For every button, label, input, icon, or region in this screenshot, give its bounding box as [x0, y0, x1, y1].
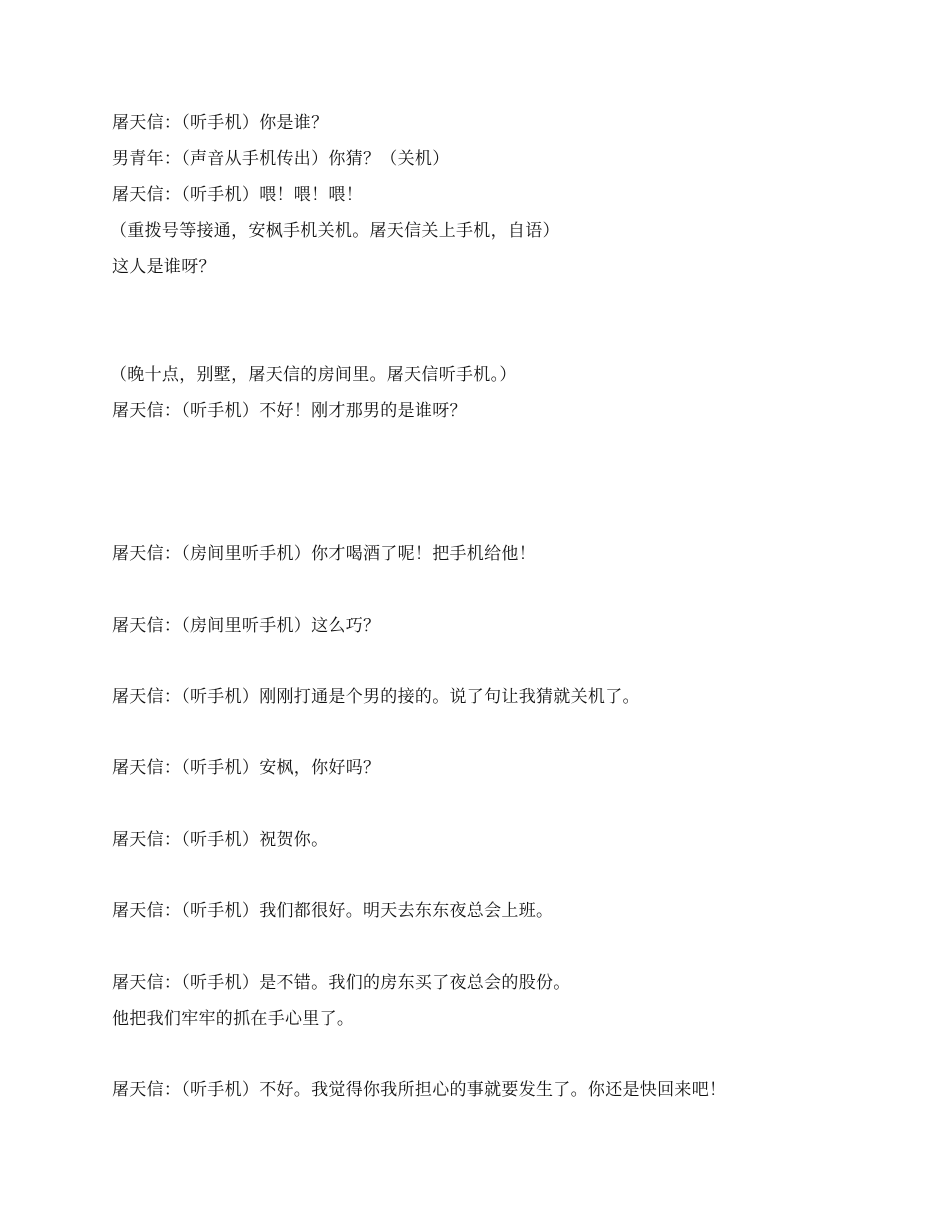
- dialogue-line: 屠天信：（听手机）喂！喂！喂！: [112, 185, 363, 205]
- dialogue-line: 屠天信：（听手机）我们都很好。明天去东东夜总会上班。: [112, 901, 554, 921]
- dialogue-line: 屠天信：（房间里听手机）这么巧？: [112, 616, 381, 636]
- dialogue-line: 屠天信：（听手机）刚刚打通是个男的接的。说了句让我猜就关机了。: [112, 687, 640, 707]
- dialogue-line: 屠天信：（听手机）不好！刚才那男的是谁呀？: [112, 401, 467, 421]
- dialogue-line: 屠天信：（听手机）不好。我觉得你我所担心的事就要发生了。你还是快回来吧！: [112, 1080, 727, 1100]
- dialogue-line: 屠天信：（听手机）是不错。我们的房东买了夜总会的股份。: [112, 973, 571, 993]
- dialogue-line: 屠天信：（听手机）祝贺你。: [112, 830, 329, 850]
- dialogue-line: 这人是谁呀？: [112, 257, 216, 277]
- dialogue-line: 男青年：（声音从手机传出）你猜？（关机）: [112, 149, 450, 169]
- stage-direction: （晚十点，别墅，屠天信的房间里。屠天信听手机。）: [110, 365, 517, 385]
- dialogue-line: 屠天信：（听手机）你是谁？: [112, 113, 329, 133]
- dialogue-line: 他把我们牢牢的抓在手心里了。: [112, 1009, 355, 1029]
- dialogue-line: 屠天信：（房间里听手机）你才喝酒了呢！把手机给他！: [112, 544, 536, 564]
- dialogue-line: 屠天信：（听手机）安枫，你好吗？: [112, 758, 381, 778]
- stage-direction: （重拨号等接通，安枫手机关机。屠天信关上手机，自语）: [110, 221, 560, 241]
